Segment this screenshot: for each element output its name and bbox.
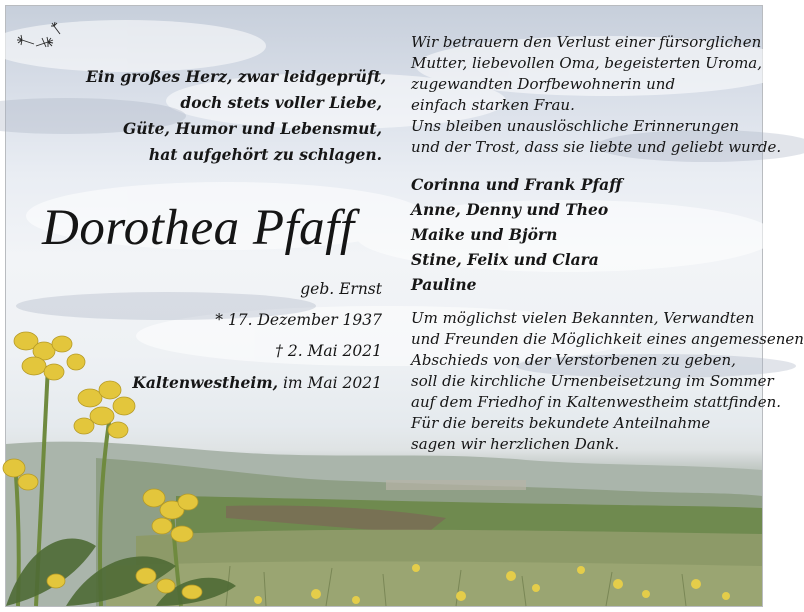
- closing-line: Um möglichst vielen Bekannten, Verwandten: [411, 309, 755, 327]
- closing-line: und Freunden die Möglichkeit eines angemessenen: [411, 330, 804, 348]
- tribute-line: Uns bleiben unauslöschliche Erinnerungen: [411, 117, 740, 135]
- notice-date: im Mai 2021: [282, 374, 382, 392]
- motto-line: Ein großes Herz, zwar leidgeprüft,: [86, 67, 387, 86]
- closing-line: Für die bereits bekundete Anteilnahme: [411, 414, 711, 432]
- tribute-line: und der Trost, dass sie liebte und geliebt wurde.: [411, 138, 782, 156]
- mourner: Anne, Denny und Theo: [411, 200, 609, 219]
- mourner: Maike und Björn: [411, 225, 558, 244]
- mourner: Pauline: [411, 275, 477, 294]
- maiden-name: geb. Ernst: [300, 280, 382, 298]
- closing-line: sagen wir herzlichen Dank.: [411, 435, 620, 453]
- closing-line: soll die kirchliche Urnenbeisetzung im Sommer: [411, 372, 774, 390]
- death-date: † 2. Mai 2021: [275, 342, 382, 360]
- tribute-line: einfach starken Frau.: [411, 96, 575, 114]
- closing-text: [411, 308, 804, 455]
- motto-line: Güte, Humor und Lebensmut,: [123, 119, 382, 138]
- village: [386, 480, 526, 490]
- deceased-name: Dorothea Pfaff: [42, 200, 355, 256]
- tribute-line: zugewandten Dorfbewohnerin und: [411, 75, 676, 93]
- motto-line: doch stets voller Liebe,: [180, 93, 382, 112]
- tribute-line: Wir betrauern den Verlust einer fürsorglichen: [411, 33, 762, 51]
- mourner: Stine, Felix und Clara: [411, 250, 599, 269]
- closing-line: auf dem Friedhof in Kaltenwestheim stattfinden.: [411, 393, 782, 411]
- right-column: [411, 32, 804, 455]
- notice-frame: [5, 5, 804, 607]
- life-dates: [126, 274, 382, 399]
- place: Kaltenwestheim,: [132, 373, 279, 392]
- motto-line: hat aufgehört zu schlagen.: [148, 145, 382, 164]
- tribute-line: Mutter, liebevollen Oma, begeisterten Uroma,: [411, 54, 763, 72]
- place-and-date: [126, 367, 382, 399]
- birth-date: * 17. Dezember 1937: [215, 311, 382, 329]
- mourner: Corinna und Frank Pfaff: [411, 175, 623, 194]
- mourners-list: [411, 172, 763, 297]
- dandelion-seeds-icon: [16, 20, 64, 54]
- closing-line: Abschieds von der Verstorbenen zu geben,: [411, 351, 736, 369]
- tribute-text: [411, 32, 782, 158]
- motto: [86, 64, 387, 168]
